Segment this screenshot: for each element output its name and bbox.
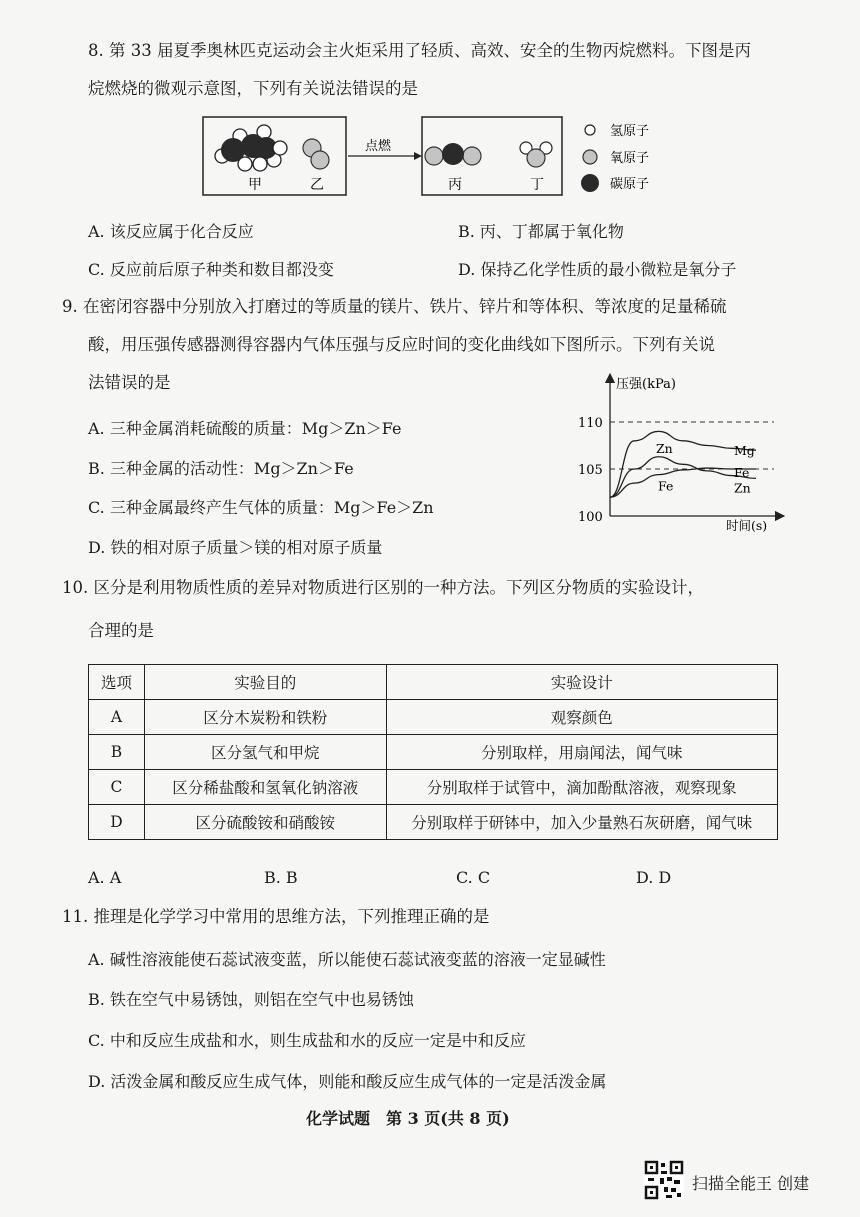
table-header-row — [89, 665, 778, 700]
table-header: 实验目的 — [144, 665, 386, 700]
label-ding: 丁 — [530, 177, 544, 193]
atom-legend — [581, 124, 649, 192]
table-cell: 分别取样，用扇闻法，闻气味 — [386, 735, 777, 770]
label-jia: 甲 — [248, 177, 262, 193]
q8-stem-line1: 8. 第 33 届夏季奥林匹克运动会主火炬采用了轻质、高效、安全的生物丙烷燃料。下图是丙 — [88, 41, 751, 60]
series-label-fe: Fe — [658, 478, 674, 494]
propane-molecule — [215, 125, 287, 171]
q11-option-b: B. 铁在空气中易锈蚀，则铝在空气中也易锈蚀 — [88, 990, 414, 1009]
table-cell: 区分木炭粉和铁粉 — [144, 700, 386, 735]
table-cell: 区分氢气和甲烷 — [144, 735, 386, 770]
table-header: 选项 — [89, 665, 145, 700]
oxygen-molecule — [303, 139, 329, 169]
table-cell: B — [89, 735, 145, 770]
q10-option-b: B. B — [264, 868, 298, 887]
y-tick-label: 100 — [578, 510, 603, 525]
q11-stem: 11. 推理是化学学习中常用的思维方法，下列推理正确的是 — [62, 907, 490, 926]
table-row — [89, 700, 778, 735]
q10-experiment-table — [88, 664, 778, 840]
table-cell: 区分硫酸铵和硝酸铵 — [144, 805, 386, 840]
q11-option-d: D. 活泼金属和酸反应生成气体，则能和酸反应生成气体的一定是活泼金属 — [88, 1072, 607, 1091]
arrow-label: 点燃 — [365, 139, 392, 154]
table-cell: C — [89, 770, 145, 805]
table-cell: 分别取样于研钵中，加入少量熟石灰研磨，闻气味 — [386, 805, 777, 840]
q10-option-a: A. A — [88, 868, 122, 887]
y-tick-label: 105 — [578, 463, 603, 478]
label-bing: 丙 — [448, 177, 462, 193]
q10-option-d: D. D — [636, 868, 672, 887]
q8-option-a: A. 该反应属于化合反应 — [88, 222, 254, 241]
scanner-watermark: 扫描全能王 创建 — [692, 1174, 810, 1193]
q8-option-b: B. 丙、丁都属于氧化物 — [458, 222, 624, 241]
q11-option-c: C. 中和反应生成盐和水，则生成盐和水的反应一定是中和反应 — [88, 1031, 526, 1050]
q10-stem-line1: 10. 区分是利用物质性质的差异对物质进行区别的一种方法。下列区分物质的实验设计， — [62, 578, 704, 597]
series-end-label-zn: Zn — [734, 480, 751, 496]
water-molecule — [520, 142, 552, 167]
qr-code-icon — [644, 1160, 684, 1200]
q10-option-c: C. C — [456, 868, 491, 887]
table-cell: 分别取样于试管中，滴加酚酞溶液，观察现象 — [386, 770, 777, 805]
carbon-dioxide-molecule — [425, 143, 481, 165]
q8-stem-line2: 烷燃烧的微观示意图，下列有关说法错误的是 — [88, 79, 418, 98]
hydrogen-legend-icon — [585, 125, 595, 135]
q8-option-c: C. 反应前后原子种类和数目都没变 — [88, 260, 334, 279]
series-label-zn: Zn — [656, 440, 673, 456]
q9-stem-line1: 9. 在密闭容器中分别放入打磨过的等质量的镁片、铁片、锌片和等体积、等浓度的足量稀硫 — [62, 297, 727, 316]
label-yi: 乙 — [310, 177, 324, 193]
svg-text:氧原子: 氧原子 — [610, 151, 650, 166]
q8-reaction-diagram — [200, 112, 680, 202]
q9-option-b: B. 三种金属的活动性：Mg＞Zn＞Fe — [88, 459, 354, 478]
svg-text:碳原子: 碳原子 — [610, 177, 650, 192]
table-row — [89, 770, 778, 805]
q8-option-d: D. 保持乙化学性质的最小微粒是氧分子 — [458, 260, 737, 279]
q11-option-a: A. 碱性溶液能使石蕊试液变蓝，所以能使石蕊试液变蓝的溶液一定显碱性 — [88, 950, 606, 969]
q9-stem-line2: 酸，用压强传感器测得容器内气体压强与反应时间的变化曲线如下图所示。下列有关说 — [88, 335, 715, 354]
table-cell: D — [89, 805, 145, 840]
q9-option-c: C. 三种金属最终产生气体的质量：Mg＞Fe＞Zn — [88, 498, 434, 517]
table-header: 实验设计 — [386, 665, 777, 700]
q9-stem-line3: 法错误的是 — [88, 373, 171, 392]
oxygen-legend-icon — [583, 150, 597, 164]
table-row — [89, 735, 778, 770]
page-footer: 化学试题 第 3 页(共 8 页) — [306, 1109, 510, 1128]
y-tick-label: 110 — [578, 416, 603, 431]
carbon-legend-icon — [581, 174, 599, 192]
table-cell: 观察颜色 — [386, 700, 777, 735]
pressure-time-chart — [570, 372, 790, 532]
y-axis-label: 压强(kPa) — [616, 377, 676, 392]
q9-option-a: A. 三种金属消耗硫酸的质量：Mg＞Zn＞Fe — [88, 419, 402, 438]
x-axis-label: 时间(s) — [726, 518, 768, 532]
series-label-mg: Mg — [734, 443, 755, 459]
q10-stem-line2: 合理的是 — [88, 621, 154, 640]
svg-text:氢原子: 氢原子 — [610, 124, 650, 139]
table-row — [89, 805, 778, 840]
q9-option-d: D. 铁的相对原子质量＞镁的相对原子质量 — [88, 538, 383, 557]
table-cell: A — [89, 700, 145, 735]
series-end-label-fe: Fe — [734, 465, 750, 480]
table-cell: 区分稀盐酸和氢氧化钠溶液 — [144, 770, 386, 805]
